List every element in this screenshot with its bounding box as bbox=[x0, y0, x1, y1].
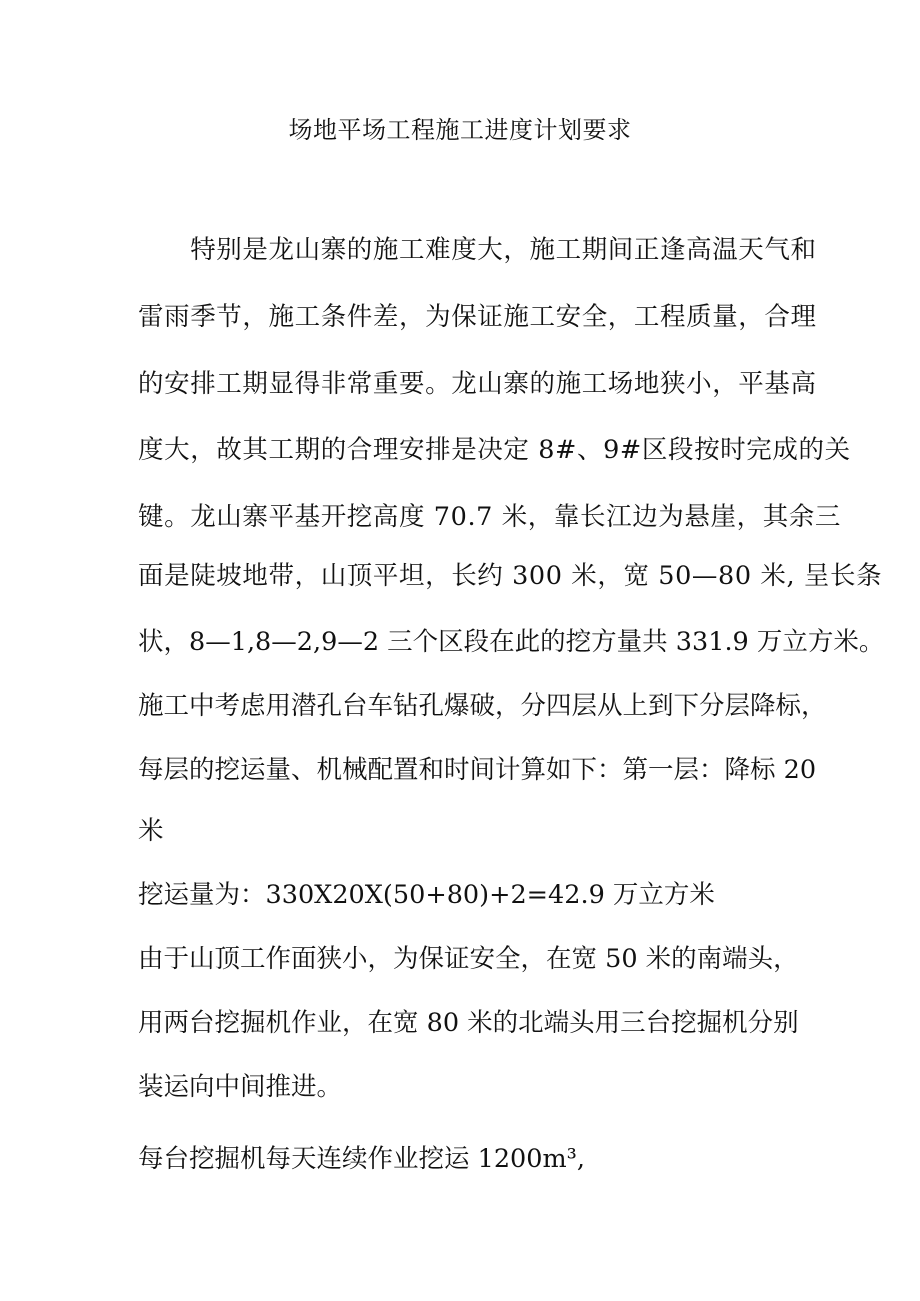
paragraph-line: 施工中考虑用潜孔台车钻孔爆破，分四层从上到下分层降标， bbox=[138, 691, 827, 721]
paragraph-line: 状，8—1,8—2,9—2 三个区段在此的挖方量共 331.9 万立方米。 bbox=[138, 627, 885, 657]
paragraph-line: 的安排工期显得非常重要。龙山寨的施工场地狭小，平基高 bbox=[138, 369, 817, 399]
paragraph-line: 键。龙山寨平基开挖高度 70.7 米，靠长江边为悬崖，其余三 bbox=[138, 502, 841, 532]
paragraph-line: 米 bbox=[138, 816, 164, 846]
paragraph-line: 特别是龙山寨的施工难度大，施工期间正逢高温天气和 bbox=[138, 235, 817, 265]
paragraph-line: 每层的挖运量、机械配置和时间计算如下：第一层：降标 20 bbox=[138, 755, 817, 785]
paragraph-line: 度大，故其工期的合理安排是决定 8#、9#区段按时完成的关 bbox=[138, 435, 851, 465]
paragraph-line: 由于山顶工作面狭小，为保证安全，在宽 50 米的南端头， bbox=[138, 944, 799, 974]
paragraph-line: 挖运量为：330X20X(50+80)+2=42.9 万立方米 bbox=[138, 880, 715, 910]
paragraph-line: 雷雨季节，施工条件差，为保证施工安全，工程质量，合理 bbox=[138, 302, 817, 332]
document-title: 场地平场工程施工进度计划要求 bbox=[288, 116, 632, 144]
paragraph-line: 面是陡坡地带，山顶平坦，长约 300 米，宽 50—80 米, 呈长条 bbox=[138, 561, 883, 591]
paragraph-line: 每台挖掘机每天连续作业挖运 1200m³, bbox=[138, 1144, 586, 1174]
paragraph-line: 用两台挖掘机作业，在宽 80 米的北端头用三台挖掘机分别 bbox=[138, 1008, 799, 1038]
paragraph-line: 装运向中间推进。 bbox=[138, 1072, 343, 1102]
